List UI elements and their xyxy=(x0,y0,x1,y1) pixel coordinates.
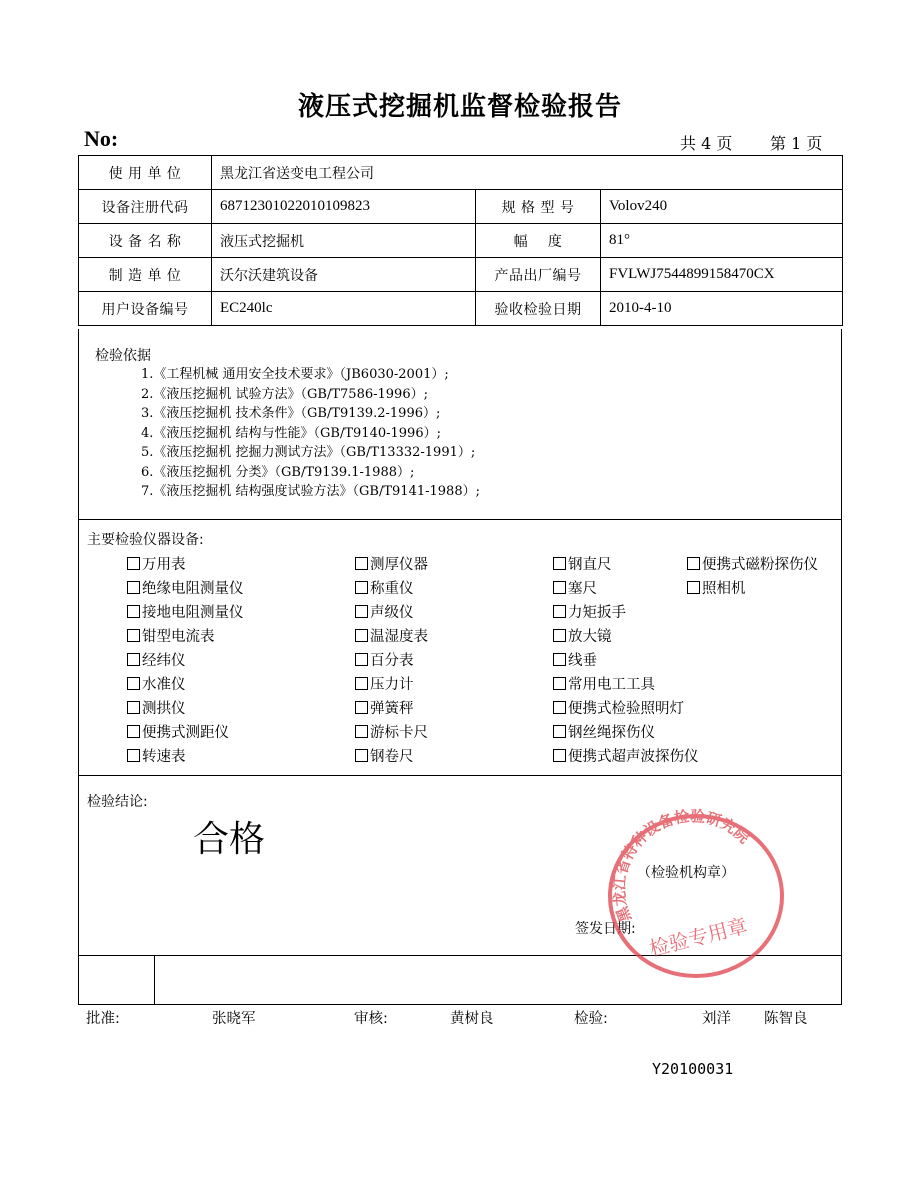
checkbox[interactable] xyxy=(355,605,368,618)
instrument-item xyxy=(355,577,428,601)
instrument-item xyxy=(553,673,699,697)
instrument-item xyxy=(355,601,428,625)
instrument-label: 便携式磁粉探伤仪 xyxy=(702,557,818,573)
instruments-section xyxy=(78,519,842,776)
checkbox[interactable] xyxy=(355,557,368,570)
instrument-label: 力矩扳手 xyxy=(568,605,626,621)
checkbox[interactable] xyxy=(127,581,140,594)
basis-list xyxy=(141,365,480,502)
current-page: 第 1 页 xyxy=(770,134,823,153)
user-device-no-label: 用户设备编号 xyxy=(79,292,212,326)
institution-seal-note: （检验机构章） xyxy=(637,865,735,881)
instrument-item xyxy=(553,721,699,745)
instrument-item xyxy=(355,673,428,697)
instrument-item xyxy=(355,721,428,745)
inspection-date-label: 验收检验日期 xyxy=(476,292,601,326)
instrument-label: 百分表 xyxy=(370,653,414,669)
maker-value: 沃尔沃建筑设备 xyxy=(212,258,476,292)
conclusion-heading: 检验结论: xyxy=(87,794,148,810)
instrument-label: 转速表 xyxy=(142,749,186,765)
instrument-label: 接地电阻测量仪 xyxy=(142,605,244,621)
range-value: 81° xyxy=(601,224,843,258)
range-label: 幅 度 xyxy=(476,224,601,258)
checkbox[interactable] xyxy=(553,557,566,570)
instrument-label: 绝缘电阻测量仪 xyxy=(142,581,244,597)
checkbox[interactable] xyxy=(553,677,566,690)
list-item: 1.《工程机械 通用安全技术要求》（JB6030-2001）; xyxy=(141,367,449,382)
list-item: 2.《液压挖掘机 试验方法》（GB/T7586-1996）; xyxy=(141,386,428,402)
inspect-label: 检验: xyxy=(574,1011,608,1027)
checkbox[interactable] xyxy=(355,701,368,714)
checkbox[interactable] xyxy=(553,605,566,618)
model-label: 规 格 型 号 xyxy=(476,190,601,224)
checkbox[interactable] xyxy=(127,653,140,666)
instrument-label: 钢丝绳探伤仪 xyxy=(568,725,655,741)
seal-arc-text: 黑龙江省特种设备检验研究院 xyxy=(610,807,754,925)
inspection-basis-section xyxy=(78,329,842,520)
review-label: 审核: xyxy=(354,1011,388,1027)
seal-center-text: 检验专用章 xyxy=(646,913,750,961)
issue-date-label: 签发日期: xyxy=(575,921,636,937)
device-info-table xyxy=(78,155,843,326)
instrument-item xyxy=(553,697,699,721)
report-number-label: No: xyxy=(84,126,119,151)
instrument-label: 钳型电流表 xyxy=(142,629,215,645)
instrument-item xyxy=(127,649,244,673)
instrument-item xyxy=(127,697,244,721)
instrument-item xyxy=(355,625,428,649)
checkbox[interactable] xyxy=(553,725,566,738)
device-name-value: 液压式挖掘机 xyxy=(212,224,476,258)
table-row xyxy=(79,224,843,258)
serial-value: FVLWJ7544899158470CX xyxy=(601,258,843,292)
instrument-label: 称重仪 xyxy=(370,581,414,597)
instrument-label: 放大镜 xyxy=(568,629,612,645)
table-row xyxy=(79,292,843,326)
instruments-column-1 xyxy=(127,553,244,769)
instrument-label: 水准仪 xyxy=(142,677,186,693)
instrument-label: 照相机 xyxy=(702,581,746,597)
instrument-item xyxy=(127,553,244,577)
instrument-item xyxy=(355,553,428,577)
inspector-name-2: 陈智良 xyxy=(764,1011,808,1027)
instrument-label: 声级仪 xyxy=(370,605,414,621)
instrument-item xyxy=(127,625,244,649)
instrument-label: 弹簧秤 xyxy=(370,701,414,717)
checkbox[interactable] xyxy=(127,701,140,714)
checkbox[interactable] xyxy=(553,581,566,594)
instrument-label: 便携式检验照明灯 xyxy=(568,701,684,717)
basis-heading: 检验依据 xyxy=(95,348,151,364)
device-name-label: 设 备 名 称 xyxy=(79,224,212,258)
instrument-item xyxy=(127,601,244,625)
report-title: 液压式挖掘机监督检验报告 xyxy=(297,92,622,122)
user-unit-value: 黑龙江省送变电工程公司 xyxy=(212,156,843,190)
instruments-column-4 xyxy=(687,553,818,601)
instruments-heading: 主要检验仪器设备: xyxy=(87,532,204,548)
approver-name: 张晓军 xyxy=(212,1011,256,1027)
checkbox[interactable] xyxy=(553,629,566,642)
instruments-column-3 xyxy=(553,553,699,769)
document-number: Y20100031 xyxy=(652,1060,734,1078)
checkbox[interactable] xyxy=(127,629,140,642)
list-item: 6.《液压挖掘机 分类》（GB/T9139.1-1988）; xyxy=(141,464,415,480)
inspector-name-1: 刘洋 xyxy=(702,1011,731,1027)
approve-label: 批准: xyxy=(86,1011,120,1027)
instrument-label: 塞尺 xyxy=(568,581,597,597)
user-unit-label: 使 用 单 位 xyxy=(79,156,212,190)
instrument-label: 常用电工工具 xyxy=(568,677,655,693)
serial-label: 产品出厂编号 xyxy=(476,258,601,292)
instrument-item xyxy=(355,745,428,769)
checkbox[interactable] xyxy=(355,653,368,666)
checkbox[interactable] xyxy=(553,653,566,666)
conclusion-result: 合格 xyxy=(193,819,266,860)
checkbox[interactable] xyxy=(355,581,368,594)
instrument-label: 便携式测距仪 xyxy=(142,725,229,741)
table-row xyxy=(79,190,843,224)
instrument-item xyxy=(553,649,699,673)
instrument-label: 钢卷尺 xyxy=(370,749,414,765)
instrument-item xyxy=(687,577,818,601)
checkbox[interactable] xyxy=(355,677,368,690)
instrument-item xyxy=(687,553,818,577)
list-item: 3.《液压挖掘机 技术条件》（GB/T9139.2-1996）; xyxy=(141,406,441,421)
instrument-label: 温湿度表 xyxy=(370,629,428,645)
instrument-label: 压力计 xyxy=(370,677,414,693)
checkbox[interactable] xyxy=(355,629,368,642)
reg-code-value: 68712301022010109823 xyxy=(212,190,476,224)
checkbox[interactable] xyxy=(687,557,700,570)
user-device-no-value: EC240lc xyxy=(212,292,476,326)
row-divider xyxy=(154,955,155,1005)
checkbox[interactable] xyxy=(553,701,566,714)
list-item: 7.《液压挖掘机 结构强度试验方法》（GB/T9141-1988）; xyxy=(141,484,480,499)
instrument-label: 钢直尺 xyxy=(568,557,612,573)
list-item: 4.《液压挖掘机 结构与性能》（GB/T9140-1996）; xyxy=(141,425,441,441)
instrument-item xyxy=(553,553,699,577)
instrument-label: 游标卡尺 xyxy=(370,725,428,741)
reg-code-label: 设备注册代码 xyxy=(79,190,212,224)
instrument-label: 万用表 xyxy=(142,557,186,573)
instrument-item xyxy=(553,577,699,601)
inspection-seal xyxy=(600,806,790,982)
maker-label: 制 造 单 位 xyxy=(79,258,212,292)
instrument-item xyxy=(127,721,244,745)
reviewer-name: 黄树良 xyxy=(450,1011,494,1027)
instrument-item xyxy=(553,745,699,769)
checkbox[interactable] xyxy=(127,677,140,690)
checkbox[interactable] xyxy=(687,581,700,594)
instrument-label: 线垂 xyxy=(568,653,597,669)
instrument-item xyxy=(355,697,428,721)
instrument-label: 便携式超声波探伤仪 xyxy=(568,749,699,765)
table-row xyxy=(79,156,843,190)
table-row xyxy=(79,258,843,292)
instrument-label: 测厚仪器 xyxy=(370,557,428,573)
checkbox[interactable] xyxy=(127,725,140,738)
instrument-item xyxy=(127,577,244,601)
instrument-item xyxy=(553,625,699,649)
list-item: 5.《液压挖掘机 挖掘力测试方法》（GB/T13332-1991）; xyxy=(141,445,476,460)
page-indicator xyxy=(680,131,822,154)
checkbox[interactable] xyxy=(355,725,368,738)
instrument-item xyxy=(127,745,244,769)
checkbox[interactable] xyxy=(553,749,566,762)
total-pages: 共 4 页 xyxy=(680,134,733,153)
checkbox[interactable] xyxy=(127,605,140,618)
checkbox[interactable] xyxy=(355,749,368,762)
checkbox[interactable] xyxy=(127,749,140,762)
instruments-column-2 xyxy=(355,553,428,769)
instrument-item xyxy=(355,649,428,673)
instrument-label: 经纬仪 xyxy=(142,653,186,669)
instrument-item xyxy=(127,673,244,697)
instrument-item xyxy=(553,601,699,625)
checkbox[interactable] xyxy=(127,557,140,570)
inspection-date-value: 2010-4-10 xyxy=(601,292,843,326)
instrument-label: 测拱仪 xyxy=(142,701,186,717)
model-value: Volov240 xyxy=(601,190,843,224)
